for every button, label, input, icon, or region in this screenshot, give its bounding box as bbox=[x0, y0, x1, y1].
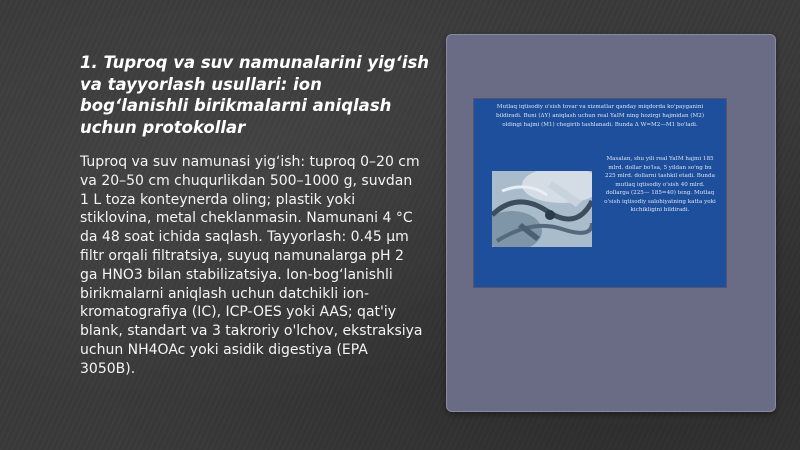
photo-illustration-icon bbox=[492, 171, 592, 247]
infographic-image bbox=[474, 99, 726, 287]
slide-title: 1. Tuproq va suv namunalarini yig‘ish va tayyorlash usullari: ion bog‘lanishli birikmalarni aniqlash uchun protokollar bbox=[80, 53, 430, 137]
infographic-side-text: Masalan, shu yili real YaIM hajmi 185 mlrd. dollar bo'lsa, 5 yildan so'ng bu 225 mlrd. dollarni tashkil etadi. Bunda mutlaq iqtisodiy o'sish 40 mlrd. dollarga (225— 185=40) teng. Mutlaq o'sish iqtisodiy salohiyatning katta yoki kichikligini bildiradi. bbox=[604, 156, 716, 213]
infographic-top-text: Mutlaq iqtisodiy o'sish tovar va xizmatlar qanday miqdorda ko'payganini bildiradi. Buni (ΔY) aniqlash uchun real YaIM ning hozirgi hajmidan (M2) oldingi hajmi (M1) chegirib tashlanadi. Bunda Δ W=M2—M1 bo'ladi. bbox=[495, 104, 704, 128]
infographic-photo bbox=[492, 171, 592, 247]
slide-body-text: Tuproq va suv namunasi yig‘ish: tuproq 0–20 cm va 20–50 cm chuqurlikdan 500–1000 g, suvdan 1 L toza konteynerda oling; plastik yoki stiklovina, metal cheklanmasin. Namunani 4 °C da 48 soat ichida saqlash. Tayyorlash: 0.45 µm filtr orqali filtratsiya, suyuq namunalarga pH 2 ga HNO3 bilan stabilizatsiya. Ion-bog‘lanishli birikmalarni aniqlash uchun datchikli ion-kromatografiya (IC), ICP-OES yoki AAS; qat'iy blank, standart va 3 takroriy o'lchov, ekstraksiya uchun NH4OAc yoki asidik digestiya (EPA 3050B). bbox=[80, 154, 423, 377]
